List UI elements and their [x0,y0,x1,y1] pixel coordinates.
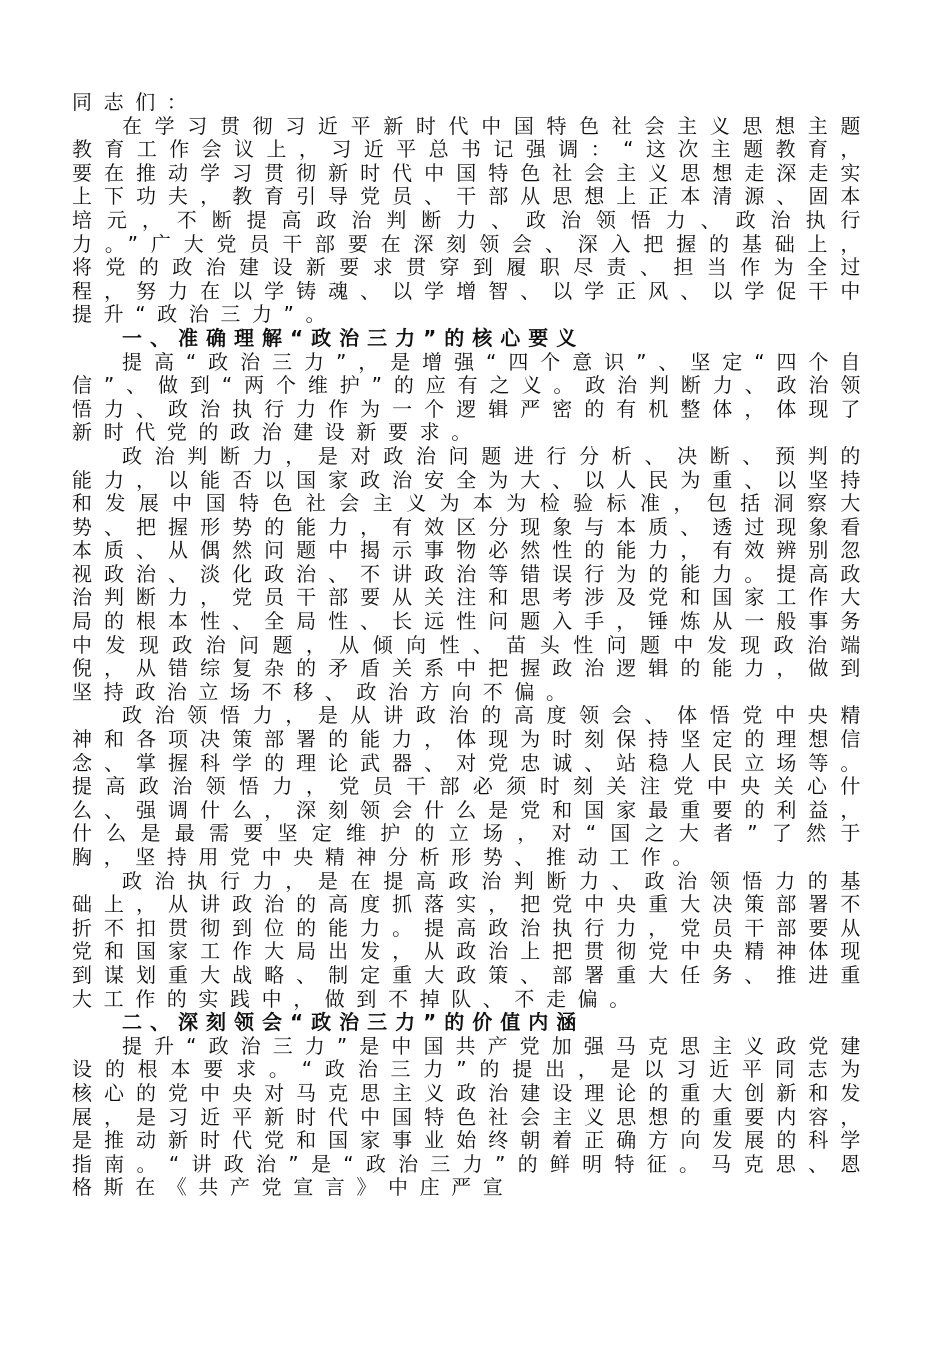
paragraph-political-judgment: 政治判断力，是对政治问题进行分析、决断、预判的能力，以能否以国家政治安全为大、以人民为重、以坚持和发展中国特色社会主义为本为检验标准，包括洞察大势、把握形势的能力，有效区分现象与本质、透过现象看本质、从偶然问题中揭示事物必然性的能力，有效辨别忽视政治、淡化政治、不讲政治等错误行为的能力。提高政治判断力，党员干部要从关注和思考涉及党和国家工作大局的根本性、全局性、长远性问题入手，锤炼从一般事务中发现政治问题，从倾向性、苗头性问题中发现政治端倪，从错综复杂的矛盾关系中把握政治逻辑的能力，做到坚持政治立场不移、政治方向不偏。 [72,443,872,704]
section-heading-1: 一、准确理解“政治三力”的核心要义 [122,325,585,350]
paragraph-political-execution: 政治执行力，是在提高政治判断力、政治领悟力的基础上，从讲政治的高度抓落实，把党中央重大决策部署不折不扣贯彻到位的能力。提高政治执行力，党员干部要从党和国家工作大局出发，从政治上把贯彻党中央精神体现到谋划重大战略、制定重大政策、部署重大任务、推进重大工作的实践中，做到不掉队、不走偏。 [72,868,872,1011]
paragraph-intro: 在学习贯彻习近平新时代中国特色社会主义思想主题教育工作会议上，习近平总书记强调：“这次主题教育，要在推动学习贯彻新时代中国特色社会主义思想走深走实上下功夫，教育引导党员、干部从思想上正本清源、固本培元，不断提高政治判断力、政治领悟力、政治执行力。”广大党员干部要在深刻领会、深入把握的基础上，将党的政治建设新要求贯穿到履职尽责、担当作为全过程，努力在以学铸魂、以学增智、以学正风、以学促干中提升“政治三力”。 [72,113,872,327]
paragraph-core-meaning: 提高“政治三力”，是增强“四个意识”、坚定“四个自信”、做到“两个维护”的应有之义。政治判断力、政治领悟力、政治执行力作为一个逻辑严密的有机整体，体现了新时代党的政治建设新要求。 [72,349,872,445]
section-heading-2: 二、深刻领会“政治三力”的价值内涵 [122,1010,585,1035]
salutation: 同志们： [72,90,199,114]
paragraph-value-connotation: 提升“政治三力”是中国共产党加强马克思主义政党建设的根本要求。“政治三力”的提出，是以习近平同志为核心的党中央对马克思主义政治建设理论的重大创新和发展，是习近平新时代中国特色社会主义思想的重要内容，是推动新时代党和国家事业始终朝着正确方向发展的科学指南。“讲政治”是“政治三力”的鲜明特征。马克思、恩格斯在《共产党宣言》中庄严宣 [72,1033,872,1200]
document-body [72,91,872,1200]
paragraph-political-understanding: 政治领悟力，是从讲政治的高度领会、体悟党中央精神和各项决策部署的能力，体现为时刻保持坚定的理想信念、掌握科学的理论武器、对党忠诚、站稳人民立场等。提高政治领悟力，党员干部必须时刻关注党中央关心什么、强调什么，深刻领会什么是党和国家最重要的利益，什么是最需要坚定维护的立场，对“国之大者”了然于胸，坚持用党中央精神分析形势、推动工作。 [72,703,872,869]
